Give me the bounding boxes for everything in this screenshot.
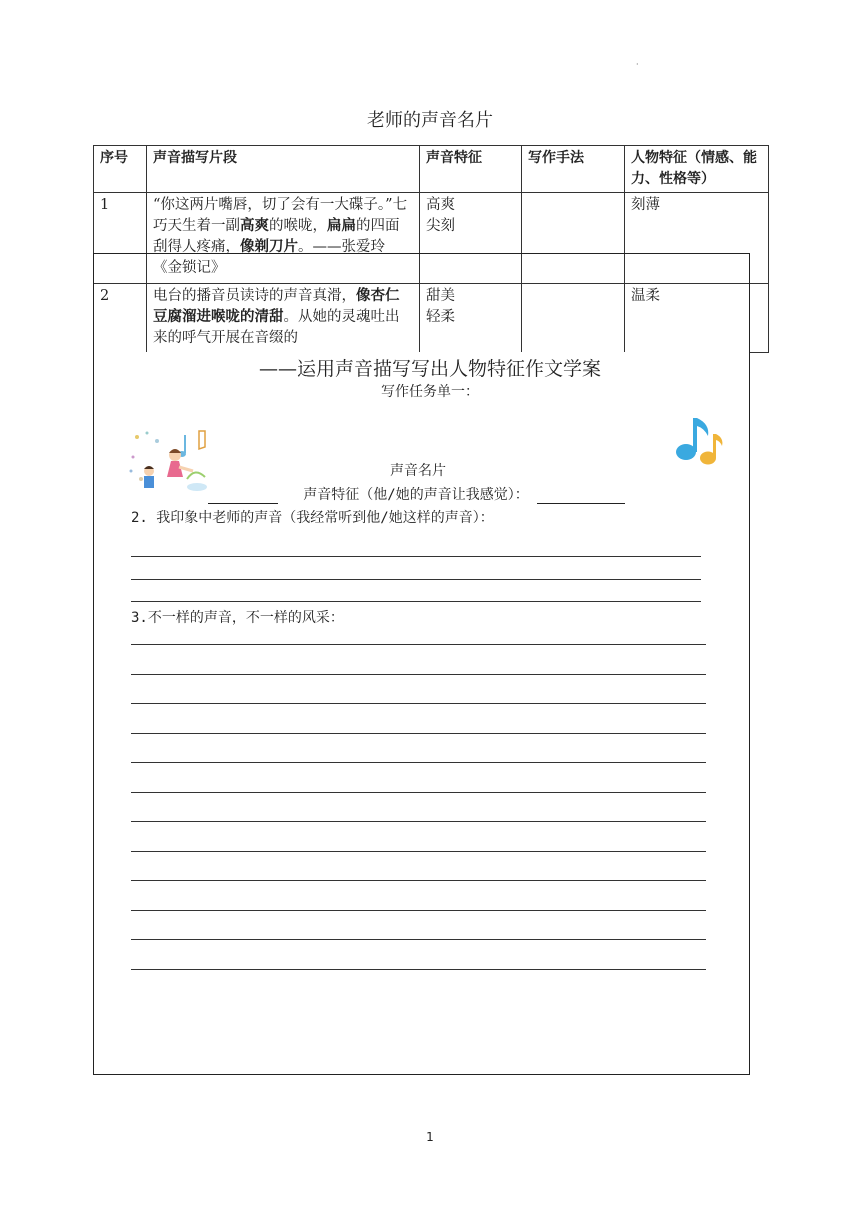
- plain-phrase: 的喉咙，: [269, 218, 327, 234]
- writing-line[interactable]: [131, 601, 701, 602]
- writing-line[interactable]: [131, 969, 706, 970]
- plain-phrase: 。从她的灵魂吐出来的呼气开展在音缀的: [153, 309, 400, 346]
- feature-prompt: 声音特征（他/她的声音让我感觉）：: [303, 487, 529, 503]
- writing-line[interactable]: [131, 674, 706, 675]
- writing-line[interactable]: [131, 821, 706, 822]
- header-character: 人物特征（情感、能力、性格等）: [625, 146, 769, 193]
- feature-value: 甜美: [426, 288, 455, 304]
- header-no: 序号: [94, 146, 147, 193]
- plain-phrase: “你这两片嘴唇，切了会有一大碟子。”七巧天生着一副: [153, 197, 408, 234]
- question-2: 2. 我印象中老师的声音（我经常听到他/她这样的声音）：: [131, 510, 494, 526]
- task-label: 写作任务单一：: [381, 384, 479, 400]
- writing-line[interactable]: [131, 579, 701, 580]
- character-cell: 温柔: [625, 284, 769, 353]
- writing-line[interactable]: [131, 556, 701, 557]
- page-number: 1: [426, 1130, 434, 1144]
- bold-phrase: 扁扁: [327, 218, 356, 234]
- character-cell: 刻薄: [625, 193, 769, 284]
- writing-line[interactable]: [131, 762, 706, 763]
- question-3: 3.不一样的声音，不一样的风采：: [131, 610, 344, 626]
- plain-phrase: 的四面刮得人疼痛，: [153, 218, 400, 255]
- plain-phrase: 。——张爱玲《金锁记》: [153, 239, 385, 276]
- writing-line[interactable]: [131, 792, 706, 793]
- writing-line[interactable]: [131, 644, 706, 645]
- plain-phrase: 电台的播音员读诗的声音真滑，: [153, 288, 356, 304]
- writing-line[interactable]: [131, 910, 706, 911]
- feature-value: 轻柔: [426, 309, 455, 325]
- header-segment: 声音描写片段: [147, 146, 420, 193]
- blank-field[interactable]: [208, 487, 278, 504]
- row-number: 1: [94, 193, 147, 284]
- feature-answer-field[interactable]: [537, 487, 625, 504]
- worksheet-subtitle: ——运用声音描写写出人物特征作文学案: [258, 358, 601, 380]
- feature-value: 高爽: [426, 197, 455, 213]
- bold-phrase: 像杏仁豆腐溜进喉咙的清甜: [153, 288, 400, 325]
- music-note-icon: [670, 412, 726, 468]
- writing-line[interactable]: [131, 939, 706, 940]
- bold-phrase: 像剃刀片: [240, 239, 298, 255]
- bold-phrase: 高爽: [240, 218, 269, 234]
- writing-line[interactable]: [131, 851, 706, 852]
- corner-mark: ·: [636, 60, 639, 69]
- card-title: 声音名片: [390, 463, 446, 479]
- page-title: 老师的声音名片: [367, 110, 493, 131]
- feature-line: [208, 484, 625, 504]
- header-feature: 声音特征: [420, 146, 522, 193]
- writing-line[interactable]: [131, 703, 706, 704]
- writing-line[interactable]: [131, 733, 706, 734]
- children-music-illustration: [127, 427, 217, 499]
- table-header-row: [94, 146, 769, 193]
- writing-line[interactable]: [131, 880, 706, 881]
- row-number: 2: [94, 284, 147, 353]
- feature-value: 尖刻: [426, 218, 455, 234]
- header-technique: 写作手法: [522, 146, 625, 193]
